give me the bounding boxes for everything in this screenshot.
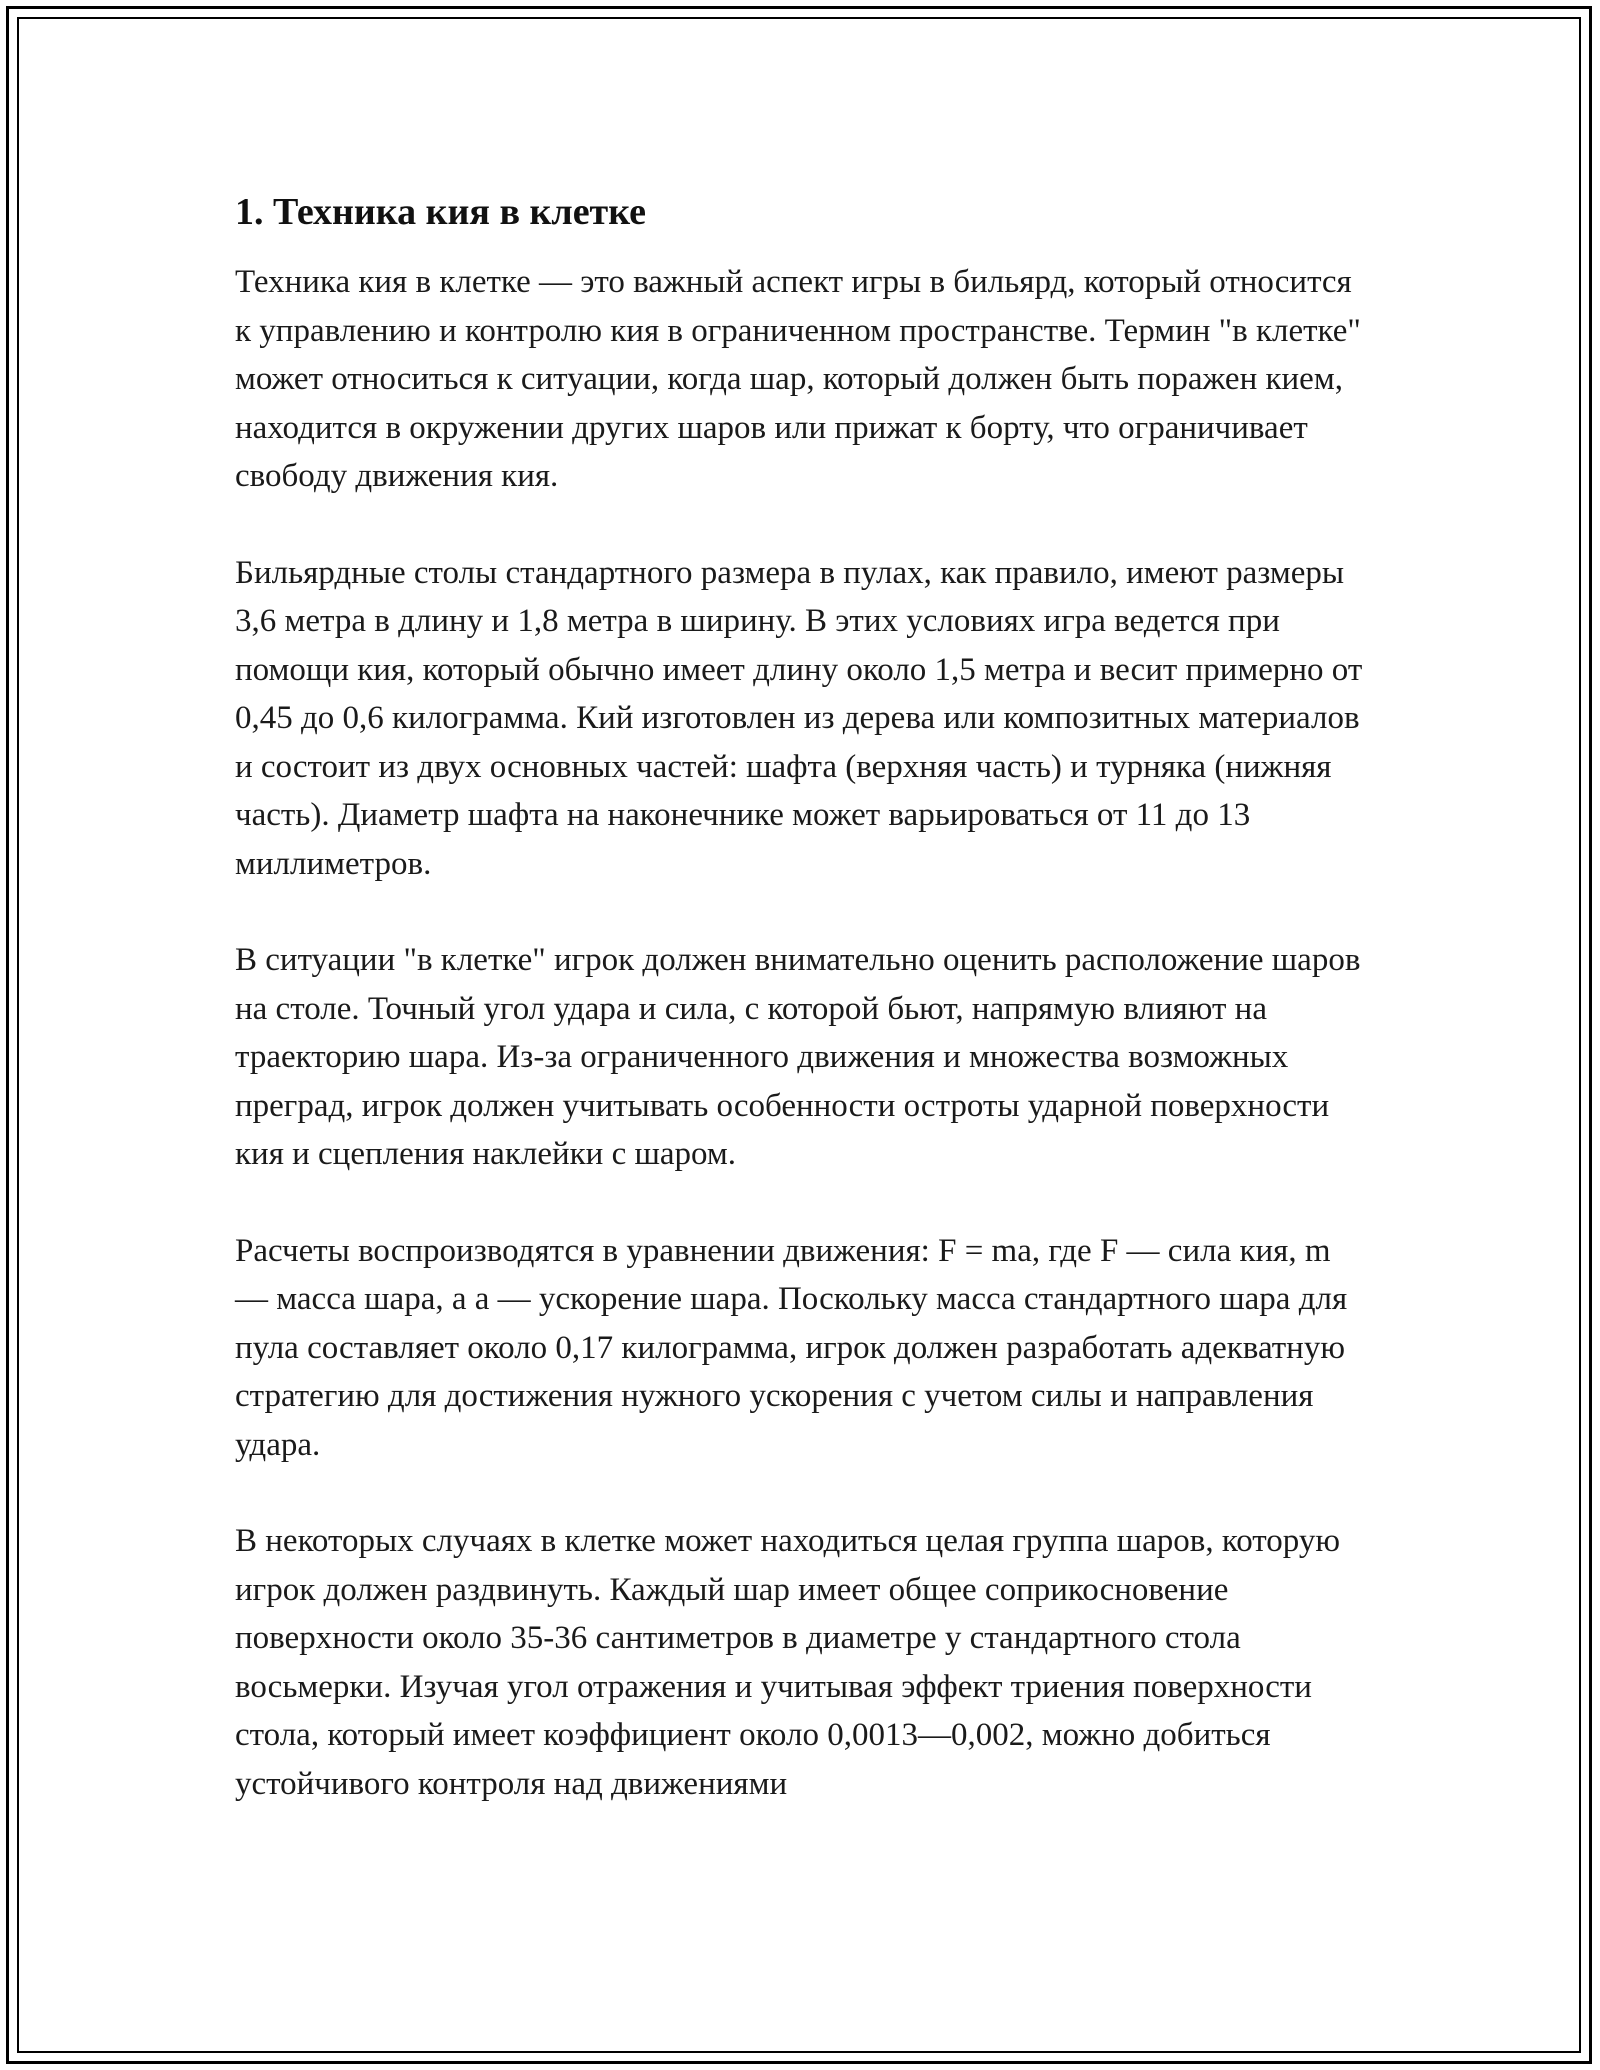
paragraph-table-dimensions: Бильярдные столы стандартного размера в пулах, как правило, имеют размеры 3,6 метра в длину и 1,8 метра в ширину. В этих условиях игра ведется при помощи кия, который обычно имеет длину около 1,5 метра и весит примерно от 0,45 до 0,6 килограмма. Кий изготовлен из дерева или композитных материалов и состоит из двух основных частей: шафта (верхняя часть) и турняка (нижняя часть). Диаметр шафта на наконечнике может варьироваться от 11 до 13 миллиметров.	[235, 554, 1363, 882]
paragraph-intro: Техника кия в клетке — это важный аспект игры в бильярд, который относится к управлению и контролю кия в ограниченном пространстве. Термин "в клетке" может относиться к ситуации, когда шар, который должен быть поражен кием, находится в окружении других шаров или прижат к борту, что ограничивает свободу движения кия.	[235, 264, 1361, 494]
document-body	[235, 186, 1365, 1856]
paragraph-calculations: Расчеты воспроизводятся в уравнении движения: F = ma, где F — сила кия, m — масса шара, a a — ускорение шара. Поскольку масса стандартного шара для пула составляет около 0,17 килограмма, игрок должен разработать адекватную стратегию для достижения нужного ускорения с учетом силы и направления удара.	[235, 1232, 1348, 1463]
paragraph-ball-group: В некоторых случаях в клетке может находиться целая группа шаров, которую игрок должен раздвинуть. Каждый шар имеет общее соприкосновение поверхности около 35-36 сантиметров в диаметре у стандартного стола восьмерки. Изучая угол отражения и учитывая эффект триения поверхности стола, который имеет коэффициент около 0,0013—0,002, можно добиться устойчивого контроля над движениями	[235, 1523, 1340, 1802]
section-heading: 1. Техника кия в клетке	[235, 191, 647, 233]
paragraph-situation: В ситуации "в клетке" игрок должен внимательно оценить расположение шаров на столе. Точный угол удара и сила, с которой бьют, напрямую влияют на траекторию шара. Из-за ограниченного движения и множества возможных преград, игрок должен учитывать особенности остроты ударной поверхности кия и сцепления наклейки с шаром.	[235, 942, 1361, 1172]
